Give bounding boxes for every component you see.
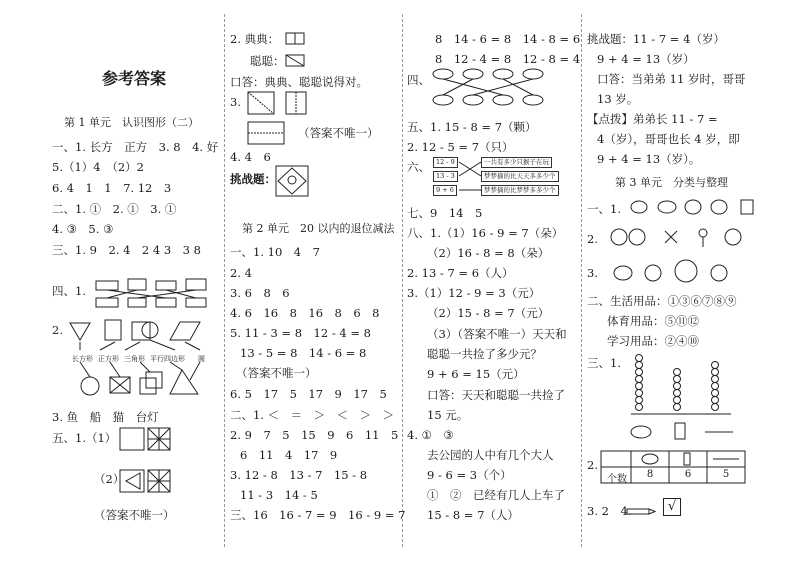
match-left-box: 12 - 9	[433, 157, 458, 168]
animals-figure	[629, 196, 759, 218]
answer-line: 二、1. ① 2. ① 3. ①	[52, 202, 177, 216]
table-cell: 6	[684, 469, 692, 480]
answer-line: 三、16 16 - 7 = 9 16 - 9 = 7	[230, 508, 406, 522]
column-3	[405, 0, 581, 561]
answer-line: 口答：天天和聪聪一共捡了	[427, 388, 565, 402]
cube-net-figure	[120, 428, 190, 498]
answer-line: （3）（答案不唯一）天天和	[427, 327, 567, 341]
answer-line: 5.（1）4 （2）2	[52, 160, 144, 174]
answer-line: 6. 4 1 1 7. 12 3	[52, 181, 172, 195]
answer-line: 三、1.	[587, 356, 621, 370]
answer-line: 6. 5 17 5 17 9 17 5	[230, 387, 387, 401]
answer-note: （答案不唯一）	[236, 366, 317, 380]
answer-line: 4. ① ③	[407, 428, 454, 442]
column-divider	[581, 14, 582, 547]
answer-line: 4. ③ 5. ③	[52, 222, 114, 236]
people-figure	[605, 225, 755, 251]
answer-line: 三、1. 9 2. 4 2 4 3 3 8	[52, 243, 201, 257]
answer-line: 口答：典典、聪聪说得对。	[230, 75, 368, 89]
answer-line: 二、生活用品：①③⑥⑦⑧⑨	[587, 294, 737, 308]
table-cell: 8	[646, 469, 654, 480]
food-figure	[611, 257, 751, 287]
answer-line: 2. 4	[230, 266, 252, 280]
answer-line: 八、1.（1）16 - 9 = 7（朵）	[407, 226, 564, 240]
answer-line: 3. 12 - 8 13 - 7 15 - 8	[230, 468, 368, 482]
answer-line: 6 11 4 17 9	[240, 448, 338, 462]
match-left-box: 9 + 6	[433, 185, 457, 196]
answer-line: 3. 2 4.	[587, 504, 632, 518]
match-lines	[457, 157, 483, 197]
answer-line: 3.	[230, 95, 241, 109]
answer-line: 9 + 6 = 15（元）	[427, 367, 525, 381]
column-2	[228, 0, 406, 561]
answer-line: 六、	[407, 160, 430, 174]
answer-line: （2）15 - 8 = 7（元）	[427, 306, 550, 320]
answer-line: 11 - 3 14 - 5	[240, 488, 318, 502]
unit-heading: 第 1 单元 认识图形（二）	[64, 116, 199, 129]
answer-line: 2. 9 7 5 15 9 6 11 5	[230, 428, 399, 442]
shape-label: 平行四边形	[150, 355, 185, 363]
answer-line: 二、1. ＜ ＝ ＞ ＜ ＞ ＞	[230, 408, 395, 422]
answer-line: 一、1.	[587, 202, 621, 216]
answer-line: 3. 鱼 船 猫 台灯	[52, 410, 159, 424]
shape-label: 长方形	[72, 355, 93, 363]
answer-line: 3.	[587, 266, 598, 280]
answer-line: 2.	[52, 323, 63, 337]
matching-figure	[431, 68, 551, 108]
answer-line: ① ② 已经有几人上车了	[427, 488, 565, 502]
answer-line: 3.（1）12 - 9 = 3（元）	[407, 286, 541, 300]
answer-line: 9 + 4 = 13（岁）	[597, 52, 695, 66]
answer-line: 9 - 6 = 3（个）	[427, 468, 512, 482]
match-right-box: 梦梦摘的比天天多多少个	[481, 171, 559, 182]
match-right-box: 一共有多少只猴子在玩	[481, 157, 552, 168]
answer-line: 一、1. 长方 正方 3. 8 4. 好	[52, 140, 219, 154]
shape-label: 圆	[198, 355, 205, 363]
column-divider	[402, 14, 403, 547]
answer-line: 一、1. 10 4 7	[230, 245, 320, 259]
answer-line: 体育用品：⑤⑪⑫	[607, 314, 699, 328]
matching-figure	[96, 279, 216, 309]
answer-line: 四、1.	[52, 284, 86, 298]
answer-line: 【点拨】弟弟长 11 - 7 =	[587, 112, 718, 126]
answer-line: 4（岁），哥哥也长 4 岁，即	[597, 132, 740, 146]
answer-line: 2. 12 - 5 = 7（只）	[407, 140, 514, 154]
answer-line: 聪聪一共捡了多少元？	[427, 347, 542, 361]
rectangle-icon	[286, 54, 306, 68]
page-title: 参考答案	[102, 69, 167, 88]
match-right-box: 梦梦摘的比梦梦多多少个	[481, 185, 559, 196]
answer-note: （答案不唯一）	[298, 126, 379, 140]
answer-line: 去公园的人中有几个大人	[427, 448, 554, 462]
unit-heading: 第 3 单元 分类与整理	[615, 176, 728, 189]
answer-line: 9 + 4 = 13（岁）。	[597, 152, 701, 166]
answer-line: 五、1. 15 - 8 = 7（颗）	[407, 120, 537, 134]
answer-line: 口答：当弟弟 11 岁时，哥哥	[597, 72, 746, 86]
answer-line: 聪聪：	[250, 54, 285, 68]
rectangle-icon	[286, 32, 306, 46]
answer-line: 8 14 - 6 = 8 14 - 8 = 6	[435, 32, 581, 46]
answer-line: 2.	[587, 458, 598, 472]
pencil-icon	[627, 504, 667, 520]
answer-line: 四、	[407, 73, 430, 87]
column-1	[50, 0, 222, 561]
column-divider	[224, 14, 225, 547]
answer-line: （2）16 - 8 = 8（朵）	[427, 246, 550, 260]
answer-line: 15 元。	[427, 408, 469, 422]
answer-line: 七、9 14 5	[407, 206, 483, 220]
answer-line: 学习用品：②④⑩	[607, 334, 699, 348]
items-figure	[631, 420, 741, 442]
shape-label: 三角形	[124, 355, 145, 363]
table-header-cell: 个数	[607, 474, 627, 485]
answer-line: 3. 6 8 6	[230, 286, 290, 300]
table-cell: 5	[722, 469, 730, 480]
answer-note: （答案不唯一）	[94, 508, 175, 522]
answer-line: 4. 6 16 8 16 8 6 8	[230, 306, 380, 320]
answer-line: 5. 11 - 3 = 8 12 - 4 = 8	[230, 326, 371, 340]
answer-line: 13 - 5 = 8 14 - 6 = 8	[240, 346, 367, 360]
challenge-label: 挑战题：	[230, 172, 276, 186]
answer-line: 2. 13 - 7 = 6（人）	[407, 266, 514, 280]
answer-line: 挑战题：11 - 7 = 4（岁）	[587, 32, 725, 46]
answer-line: 2.	[587, 232, 598, 246]
answer-line: （2）	[94, 472, 125, 486]
answer-line: 8 12 - 4 = 8 12 - 8 = 4	[435, 52, 581, 66]
folded-square-figure	[274, 164, 314, 198]
answer-line: 五、1.（1）	[52, 431, 117, 445]
bead-chart-figure	[631, 352, 741, 416]
shape-label: 正方形	[98, 355, 119, 363]
answer-line: 15 - 8 = 7（人）	[427, 508, 519, 522]
answer-line: 4. 4 6	[230, 150, 271, 164]
unit-heading: 第 2 单元 20 以内的退位减法	[242, 222, 395, 235]
match-left-box: 13 - 3	[433, 171, 458, 182]
column-4	[585, 0, 775, 561]
answer-line: 13 岁。	[597, 92, 639, 106]
answer-line: 2. 典典：	[230, 32, 280, 46]
checkbox-checked: √	[663, 498, 681, 516]
